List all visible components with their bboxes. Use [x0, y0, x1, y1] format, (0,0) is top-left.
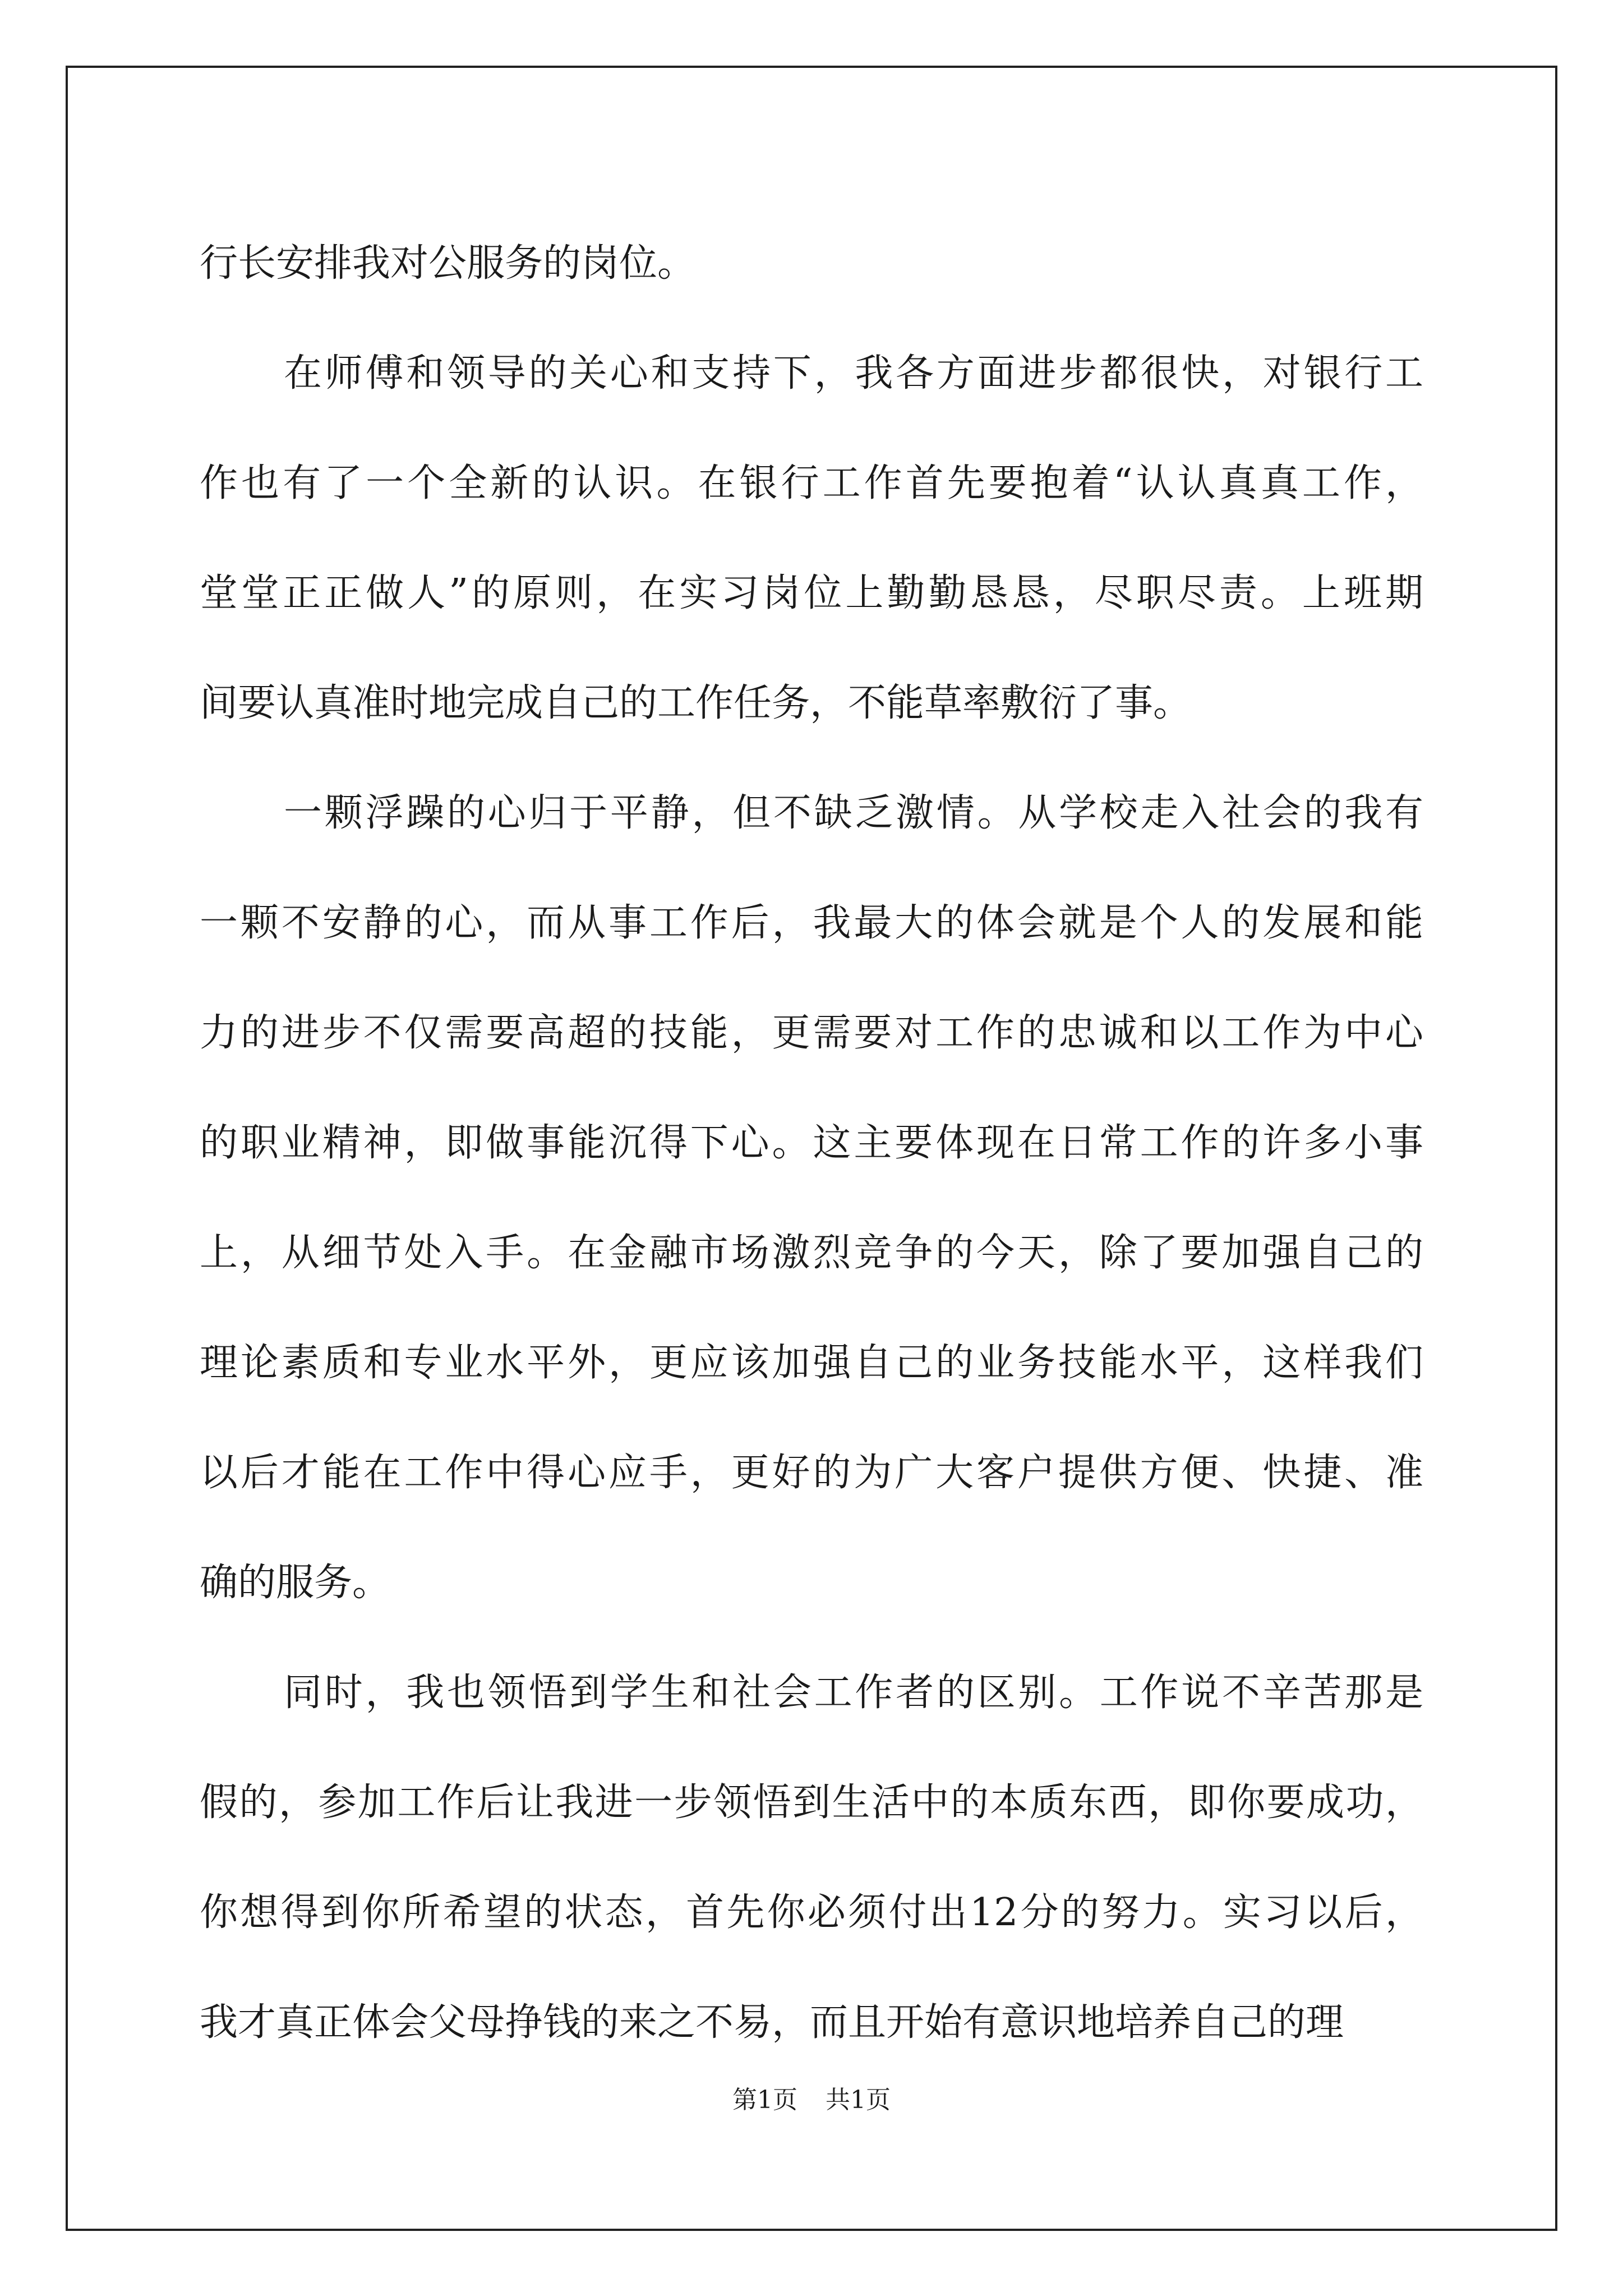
text-line: 的职业精神，即做事能沉得下心。这主要体现在日常工作的许多小事: [200, 1121, 1423, 1165]
text-line: 以后才能在工作中得心应手，更好的为广大客户提供方便、快捷、准: [200, 1451, 1423, 1495]
text-line: 一颗浮躁的心归于平静，但不缺乏激情。从学校走入社会的我有: [284, 791, 1423, 835]
text-line: 在师傅和领导的关心和支持下，我各方面进步都很快，对银行工: [284, 351, 1423, 395]
text-line: 上，从细节处入手。在金融市场激烈竞争的今天，除了要加强自己的: [200, 1231, 1423, 1275]
text-line: 假的，参加工作后让我进一步领悟到生活中的本质东西，即你要成功，: [200, 1780, 1423, 1825]
text-line: 力的进步不仅需要高超的技能，更需要对工作的忠诚和以工作为中心: [200, 1011, 1423, 1055]
text-line: 作也有了一个全新的认识。在银行工作首先要抱着“认认真真工作，: [200, 461, 1423, 505]
document-body: [200, 209, 1423, 2078]
text-line: 间要认真准时地完成自己的工作任务，不能草率敷衍了事。: [200, 681, 1192, 725]
text-line: 行长安排我对公服务的岗位。: [200, 241, 696, 286]
page-footer: [0, 2083, 1623, 2117]
paragraph: [200, 758, 1423, 1638]
text-line: 同时，我也领悟到学生和社会工作者的区别。工作说不辛苦那是: [284, 1671, 1423, 1715]
text-line: 一颗不安静的心，而从事工作后，我最大的体会就是个人的发展和能: [200, 901, 1423, 945]
paragraph: [200, 1638, 1423, 2078]
page-number: 第1页: [732, 2086, 797, 2114]
paragraph: [200, 209, 1423, 319]
paragraph: [200, 319, 1423, 758]
text-line: 理论素质和专业水平外，更应该加强自己的业务技能水平，这样我们: [200, 1341, 1423, 1385]
text-line: 堂堂正正做人”的原则，在实习岗位上勤勤恳恳，尽职尽责。上班期: [200, 571, 1423, 615]
text-line: 我才真正体会父母挣钱的来之不易，而且开始有意识地培养自己的理: [200, 2000, 1344, 2045]
text-line: 确的服务。: [200, 1561, 391, 1605]
page-total: 共1页: [826, 2086, 891, 2114]
text-line: 你想得到你所希望的状态，首先你必须付出12分的努力。实习以后，: [200, 1890, 1423, 1935]
